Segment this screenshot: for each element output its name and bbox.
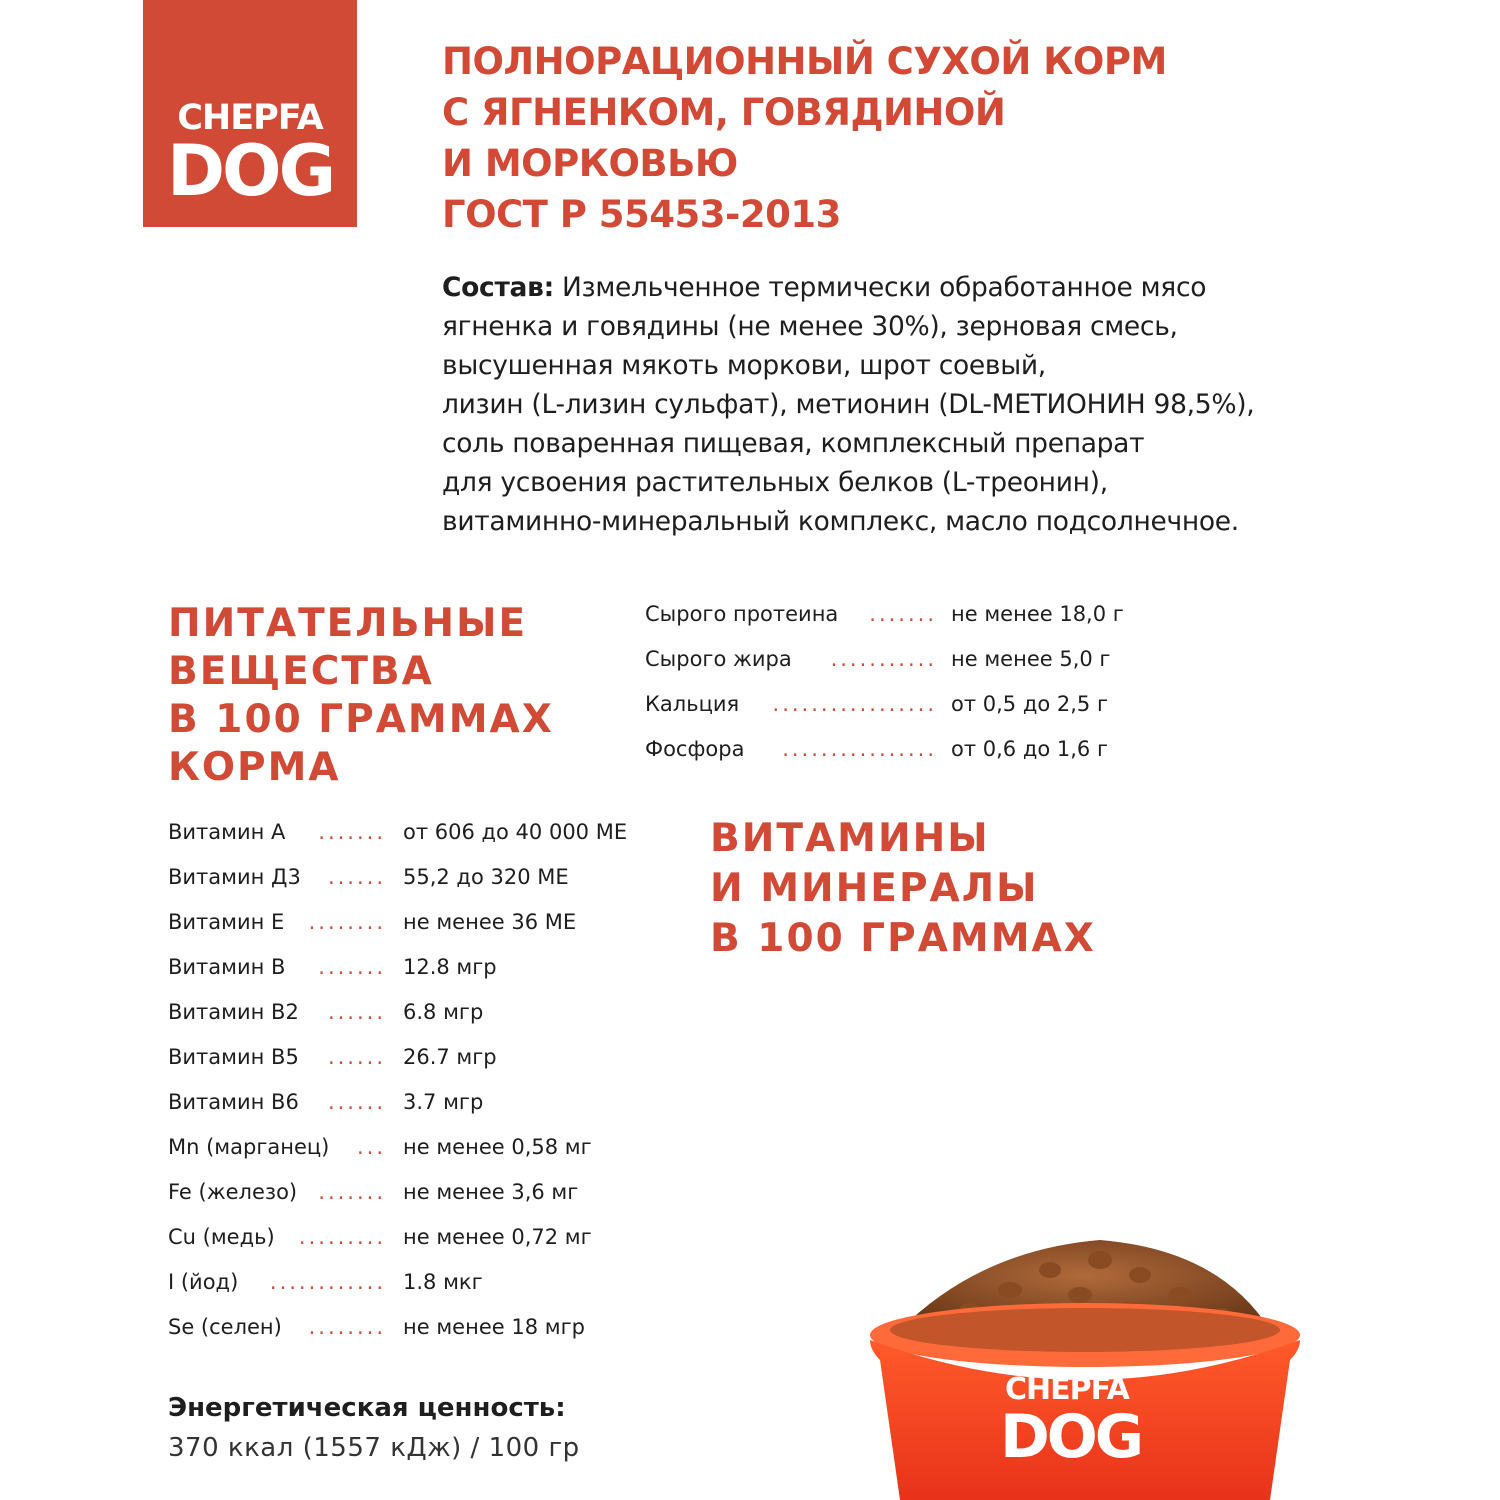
leader-dots: .......: [318, 1180, 386, 1204]
vitamin-row: [168, 1217, 668, 1262]
vitamin-row: [168, 1082, 668, 1127]
vitamin-row: [168, 992, 668, 1037]
brand-logo-line2: DOG: [166, 130, 334, 212]
vitamin-label: I (йод): [168, 1270, 239, 1294]
vitamin-row: [168, 947, 668, 992]
composition-line: ягненка и говядины (не менее 30%), зерновая смесь,: [442, 311, 1178, 342]
brand-logo: [143, 0, 357, 227]
leader-dots: ......: [327, 1090, 386, 1114]
vitamin-row: [168, 1307, 668, 1352]
leader-dots: .................: [772, 692, 937, 716]
vitamin-value: не менее 36 МЕ: [403, 910, 577, 934]
leader-dots: .......: [318, 820, 386, 844]
composition-line: высушенная мякоть моркови, шрот соевый,: [442, 350, 1046, 381]
nutrient-row: [645, 731, 1165, 776]
vitamin-label: Se (селен): [168, 1315, 282, 1339]
vitamin-value: 3.7 мгр: [403, 1090, 484, 1114]
title-line: И МОРКОВЬЮ: [442, 142, 738, 185]
vitamin-value: 1.8 мкг: [403, 1270, 483, 1294]
vitamin-label: Fe (железо): [168, 1180, 298, 1204]
vitamin-label: Витамин В2: [168, 1000, 299, 1024]
bowl-logo-line2: DOG: [1000, 1402, 1142, 1472]
vitamin-label: Mn (марганец): [168, 1135, 330, 1159]
leader-dots: ......: [327, 1045, 386, 1069]
vitamin-row: [168, 1262, 668, 1307]
nutrient-label: Кальция: [645, 692, 740, 716]
composition-label: Состав:: [442, 272, 554, 303]
vitamin-row: [168, 812, 668, 857]
nutrient-label: Фосфора: [645, 737, 745, 761]
composition-line: соль поваренная пищевая, комплексный препарат: [442, 428, 1145, 459]
composition-text: [442, 268, 1482, 541]
vitamin-label: Витамин В5: [168, 1045, 299, 1069]
composition-line: для усвоения растительных белков (L-треонин),: [442, 467, 1108, 498]
brand-logo-line1: CHEPFA: [177, 98, 323, 138]
heading-line: КОРМА: [168, 745, 341, 790]
energy-value: 370 ккал (1557 кДж) / 100 гр: [168, 1433, 580, 1463]
product-title: [442, 36, 1442, 240]
vitamin-value: не менее 3,6 мг: [403, 1180, 579, 1204]
nutrients-heading: [168, 600, 618, 792]
vitamin-label: Витамин В: [168, 955, 286, 979]
bowl-logo-line1: CHEPFA: [1005, 1372, 1129, 1407]
leader-dots: ................: [782, 737, 937, 761]
nutrient-row: [645, 686, 1165, 731]
vitamins-heading: [710, 814, 1170, 964]
nutrient-label: Сырого жира: [645, 647, 792, 671]
nutrient-value: от 0,6 до 1,6 г: [951, 737, 1108, 761]
nutrient-value: не менее 5,0 г: [951, 647, 1111, 671]
heading-line: ВИТАМИНЫ: [710, 816, 990, 861]
vitamin-value: 55,2 до 320 МЕ: [403, 865, 569, 889]
heading-line: ВЕЩЕСТВА: [168, 649, 434, 694]
nutrient-row: [645, 641, 1165, 686]
vitamin-label: Витамин Д3: [168, 865, 301, 889]
leader-dots: .........: [298, 1225, 386, 1249]
vitamin-label: Витамин А: [168, 820, 286, 844]
vitamin-row: [168, 1127, 668, 1172]
vitamin-value: 26.7 мгр: [403, 1045, 497, 1069]
composition-line: витаминно-минеральный комплекс, масло подсолнечное.: [442, 506, 1239, 537]
leader-dots: ............: [269, 1270, 386, 1294]
vitamin-label: Cu (медь): [168, 1225, 275, 1249]
heading-line: В 100 ГРАММАХ: [710, 916, 1096, 961]
vitamin-row: [168, 1172, 668, 1217]
nutrient-row: [645, 596, 1165, 641]
heading-line: И МИНЕРАЛЫ: [710, 866, 1039, 911]
title-line: С ЯГНЕНКОМ, ГОВЯДИНОЙ: [442, 91, 1006, 134]
leader-dots: .......: [318, 955, 386, 979]
composition-line: лизин (L-лизин сульфат), метионин (DL-МЕТИОНИН 98,5%),: [442, 389, 1255, 420]
energy-label: Энергетическая ценность:: [168, 1393, 566, 1423]
vitamin-label: Витамин Е: [168, 910, 285, 934]
leader-dots: ...........: [830, 647, 937, 671]
heading-line: В 100 ГРАММАХ: [168, 697, 554, 742]
vitamin-value: от 606 до 40 000 МЕ: [403, 820, 628, 844]
vitamin-value: не менее 0,72 мг: [403, 1225, 592, 1249]
leader-dots: ......: [327, 1000, 386, 1024]
nutrient-value: от 0,5 до 2,5 г: [951, 692, 1108, 716]
leader-dots: .......: [869, 602, 937, 626]
vitamin-value: 12.8 мгр: [403, 955, 497, 979]
vitamin-row: [168, 1037, 668, 1082]
nutrient-value: не менее 18,0 г: [951, 602, 1124, 626]
vitamin-value: не менее 18 мгр: [403, 1315, 585, 1339]
leader-dots: ......: [327, 865, 386, 889]
title-line: ГОСТ Р 55453-2013: [442, 193, 841, 236]
vitamin-value: не менее 0,58 мг: [403, 1135, 592, 1159]
vitamin-row: [168, 857, 668, 902]
vitamin-label: Витамин В6: [168, 1090, 299, 1114]
title-line: ПОЛНОРАЦИОННЫЙ СУХОЙ КОРМ: [442, 40, 1167, 83]
vitamins-table: [168, 812, 668, 1352]
leader-dots: ........: [308, 910, 386, 934]
vitamin-value: 6.8 мгр: [403, 1000, 484, 1024]
leader-dots: ........: [308, 1315, 386, 1339]
vitamin-row: [168, 902, 668, 947]
heading-line: ПИТАТЕЛЬНЫЕ: [168, 601, 528, 646]
composition-line: Состав: Измельченное термически обработанное мясо: [442, 272, 1207, 303]
nutrient-label: Сырого протеина: [645, 602, 839, 626]
nutrients-table: [645, 596, 1165, 776]
leader-dots: ...: [356, 1135, 386, 1159]
